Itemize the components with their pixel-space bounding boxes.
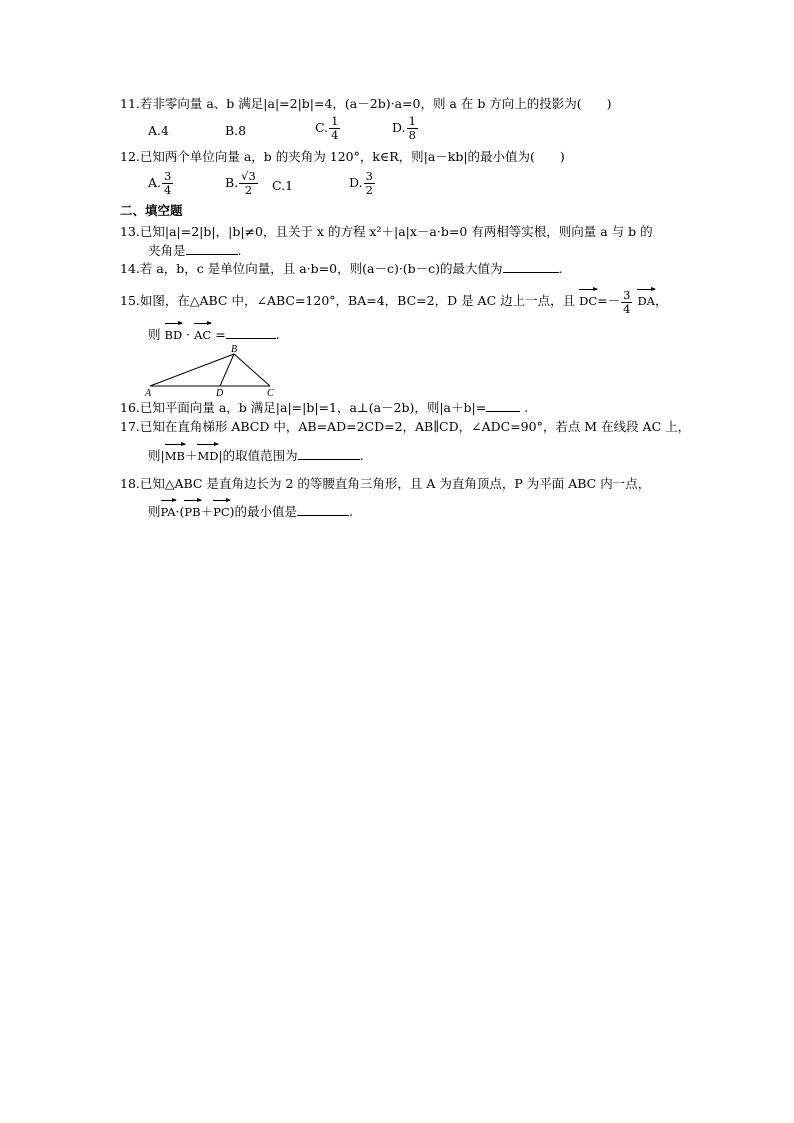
answer-blank[interactable] bbox=[298, 448, 360, 460]
q18-line2: 则PA·(PB＋PC)的最小值是 . bbox=[148, 499, 353, 520]
vector-bd: BD bbox=[165, 322, 183, 343]
fraction bbox=[621, 289, 632, 316]
vertex-b-label: B bbox=[231, 344, 238, 355]
answer-blank[interactable] bbox=[297, 504, 349, 516]
section-heading: 二、填空题 bbox=[120, 203, 183, 218]
denominator: 8 bbox=[408, 128, 416, 142]
edge-ab bbox=[150, 354, 234, 386]
q11-stem: 11.若非零向量 a、b 满足|a|=2|b|=4，(a－2b)·a=0，则 a 在 b 方向上的投影为( ) bbox=[120, 96, 612, 111]
fraction bbox=[407, 115, 418, 142]
q15-line1 bbox=[120, 288, 667, 316]
numerator: 3 bbox=[623, 288, 631, 302]
dot-operator: · bbox=[186, 327, 191, 342]
q12-option-a bbox=[148, 170, 174, 197]
q18-line1: 18.已知△ABC 是直角边长为 2 的等腰直角三角形，且 A 为直角顶点，P 为平面 ABC 内一点， bbox=[120, 476, 651, 491]
q12-stem: 12.已知两个单位向量 a，b 的夹角为 120°，k∈R，则|a－kb|的最小值为( ) bbox=[120, 149, 565, 164]
q11-option-a: A.4 bbox=[148, 123, 169, 138]
fraction bbox=[162, 170, 173, 197]
numerator: 3 bbox=[164, 169, 172, 183]
q18-then: 则 bbox=[148, 504, 161, 519]
edge-bc bbox=[234, 354, 270, 386]
plus-sign: ＋ bbox=[184, 448, 198, 463]
plus-sign: ＋ bbox=[200, 504, 214, 519]
numerator: √3 bbox=[241, 169, 256, 183]
q15-line2: 则 BD · AC = . bbox=[148, 322, 280, 343]
fraction bbox=[329, 115, 340, 142]
q15-then: 则 bbox=[148, 327, 161, 342]
denominator: 4 bbox=[623, 302, 631, 316]
denominator: 2 bbox=[365, 183, 373, 197]
answer-blank[interactable] bbox=[226, 327, 276, 339]
q13-text: 夹角是 bbox=[148, 243, 186, 258]
q11-option-c-label: C. bbox=[315, 120, 329, 135]
vector-pb: PB bbox=[184, 499, 200, 520]
vector-pc: PC bbox=[213, 499, 230, 520]
q14: 14.若 a，b，c 是单位向量，且 a·b=0，则(a－c)·(b－c)的最大值为 . bbox=[120, 261, 563, 276]
period: . bbox=[524, 400, 529, 415]
denominator: 2 bbox=[244, 183, 253, 197]
q12-option-b-label: B. bbox=[225, 175, 239, 190]
q12-option-c: C.1 bbox=[272, 178, 294, 193]
vector-da: DA bbox=[637, 288, 655, 309]
q13-line2: 夹角是 . bbox=[148, 243, 242, 258]
q17-line1: 17.已知在直角梯形 ABCD 中，AB=AD=2CD=2，AB∥CD，∠ADC=90°，若点 M 在线段 AC 上， bbox=[120, 419, 691, 434]
answer-blank[interactable] bbox=[503, 261, 559, 273]
q11-option-c bbox=[315, 115, 341, 142]
vector-mb: MB bbox=[165, 443, 185, 464]
vertex-c-label: C bbox=[267, 388, 274, 398]
q12-option-a-label: A. bbox=[148, 175, 162, 190]
q13-line1: 13.已知|a|=2|b|，|b|≠0，且关于 x 的方程 x²＋|a|x－a·b=0 有两相等实根，则向量 a 与 b 的 bbox=[120, 224, 653, 239]
equals: = bbox=[215, 327, 226, 342]
triangle-figure bbox=[142, 342, 282, 398]
vector-md: MD bbox=[197, 443, 218, 464]
q17-text: |的取值范围为 bbox=[218, 448, 298, 463]
q12-option-d bbox=[349, 170, 376, 197]
q16-text: 16.已知平面向量 a，b 满足|a|=|b|=1，a⊥(a－2b)，则|a＋b|= bbox=[120, 400, 487, 415]
q12-option-d-label: D. bbox=[349, 175, 363, 190]
denominator: 4 bbox=[331, 128, 339, 142]
q11-option-d bbox=[392, 115, 419, 142]
fraction bbox=[239, 170, 258, 197]
dot-paren: ·( bbox=[175, 504, 185, 519]
q18-text: )的最小值是 bbox=[229, 504, 298, 519]
q16 bbox=[120, 400, 528, 416]
vertex-a-label: A bbox=[145, 388, 152, 398]
comma: ， bbox=[654, 293, 668, 308]
q14-text: 14.若 a，b，c 是单位向量，且 a·b=0，则(a－c)·(b－c)的最大值为 bbox=[120, 261, 503, 276]
fraction bbox=[364, 170, 375, 197]
vector-pa: PA bbox=[161, 499, 176, 520]
q11-option-b: B.8 bbox=[225, 123, 247, 138]
denominator: 4 bbox=[164, 183, 172, 197]
answer-blank[interactable] bbox=[486, 400, 520, 412]
point-d-label: D bbox=[216, 388, 224, 398]
q11-option-d-label: D. bbox=[392, 120, 406, 135]
q12-option-b bbox=[225, 170, 259, 197]
answer-blank[interactable] bbox=[186, 243, 238, 255]
q17-line2: 则|MB＋MD|的取值范围为 . bbox=[148, 443, 364, 464]
q17-then: 则| bbox=[148, 448, 165, 463]
vector-ac: AC bbox=[194, 322, 211, 343]
vector-dc: DC bbox=[579, 288, 597, 309]
q15-text: 15.如图，在△ABC 中，∠ABC=120°，BA=4，BC=2，D 是 AC 边上一点，且 bbox=[120, 293, 576, 308]
equals-minus: =－ bbox=[597, 293, 621, 308]
numerator: 1 bbox=[331, 114, 339, 128]
numerator: 1 bbox=[408, 114, 416, 128]
numerator: 3 bbox=[365, 169, 373, 183]
